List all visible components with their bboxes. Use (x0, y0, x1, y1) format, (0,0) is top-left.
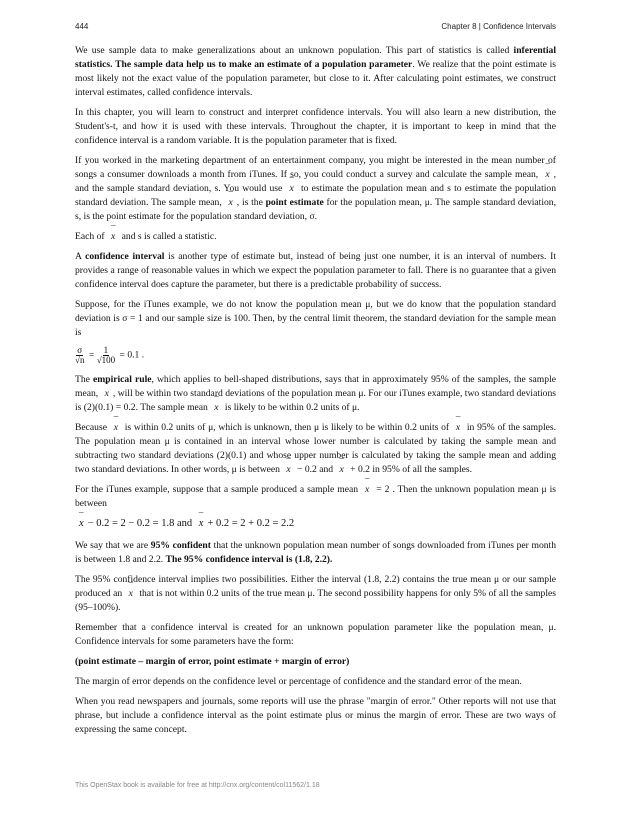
x-bar-symbol: ¯ x (340, 463, 344, 477)
x-bar-symbol: ¯ x (199, 517, 204, 531)
x-bar-symbol: ¯ x (111, 230, 115, 244)
x-bar-symbol: ¯ x (129, 587, 133, 601)
std-error-formula: $\frac{\sigma}{√n}$ = $\frac{1}{√100}$ = 0.1 . (75, 345, 145, 365)
interval-form: (point estimate – margin of error, point estimate + margin of error) (75, 656, 350, 667)
x-bar-symbol: ¯ x (229, 196, 233, 210)
x-bar-symbol: ¯ x (286, 463, 290, 477)
paragraph-sample-mean-example: For the iTunes example, suppose that a sample produced a sample mean ¯ x = 2 . Then the unknown population mean μ is between (75, 483, 556, 511)
body-text (75, 44, 556, 743)
paragraph-because: Because ¯ x is within 0.2 units of μ, which is unknown, then μ is likely to be within 0.2 units of ¯ x in 95% of the samples. The population mean μ is contained in an interval whose lower number is calculated by taking the sample mean and subtracting two standard deviations (2)(0.1) and whose upper number is calculated by taking the sample mean and adding two standard deviations. In other words, μ is between ¯ x − 0.2 and ¯ x + 0.2 in 95% of all the samples. (75, 421, 556, 477)
paragraph-two-possibilities: The 95% confidence interval implies two possibilities. Either the interval (1.8, 2.2) contains the true mean μ or our sample produced an ¯ x that is not within 0.2 units of the true mean μ. The second possibility happens for only 5% of all the samples (95–100%). (75, 573, 556, 615)
x-bar-symbol: ¯ x (456, 421, 460, 435)
paragraph-95-confident: We say that we are 95% confident that the unknown population mean number of songs downloaded from iTunes per month is between 1.8 and 2.2. The 95% confidence interval is (1.8, 2.2). (75, 540, 557, 565)
paragraph-margin-of-error: The margin of error depends on the confidence level or percentage of confidence and the standard error of the mean. (75, 676, 522, 687)
x-bar-symbol: ¯ x (214, 401, 218, 415)
paragraph-confidence-interval: A confidence interval is another type of estimate but, instead of being just one number, it is an interval of numbers. It provides a range of reasonable values in which we expect the population parameter to fall. There is no guarantee that a given confidence interval does capture the parameter, but there is a predictable probability of success. (75, 251, 556, 290)
x-bar-symbol: ¯ x (79, 517, 84, 531)
paragraph-chapter-intro: In this chapter, you will learn to construct and interpret confidence intervals. You will also learn a new distribution, the Student's-t, and how it is used with these intervals. Throughout the chapter, it is important to keep in mind that the confidence interval is a random variable. It is the population parameter that is fixed. (75, 107, 556, 146)
x-bar-symbol: ¯ x (114, 421, 118, 435)
interval-calculation: ¯ x − 0.2 = 2 − 0.2 = 1.8 and ¯ x + 0.2 = 2 + 0.2 = 2.2 (75, 517, 556, 531)
x-bar-symbol: ¯ x (105, 387, 109, 401)
paragraph-remember: Remember that a confidence interval is created for an unknown population parameter like the population mean, μ. Confidence intervals for some parameters have the form: (75, 622, 556, 647)
paragraph-suppose: Suppose, for the iTunes example, we do not know the population mean μ, but we do know that the population standard deviation is σ = 1 and our sample size is 100. Then, by the central limit theorem, the standard deviation for the sample mean is (75, 299, 556, 338)
paragraph-statistic: Each of ¯ x and s is called a statistic. (75, 230, 556, 244)
page-number: 444 (75, 22, 89, 31)
paragraph-inferential: We use sample data to make generalizations about an unknown population. This part of statistics is called inferential statistics. The sample data help us to make an estimate of a population parameter. We realize that the point estimate is most likely not the exact value of the population parameter, but close to it. After calculating point estimates, we construct interval estimates, called confidence intervals. (75, 45, 557, 98)
paragraph-empirical-rule: The empirical rule, which applies to bell-shaped distributions, says that in approximately 95% of the samples, the sample mean, ¯ x , will be within two standard deviations of the population mean μ. For our iTunes example, two standard deviations is (2)(0.1) = 0.2. The sample mean ¯ x is likely to be within 0.2 units of μ. (75, 373, 556, 415)
x-bar-symbol: ¯ x (545, 168, 549, 182)
x-bar-symbol: ¯ x (290, 182, 294, 196)
footer-note: This OpenStax book is available for free at http://cnx.org/content/col11562/1.18 (75, 782, 320, 789)
paragraph-itunes-intro: If you worked in the marketing department of an entertainment company, you might be interested in the mean number of songs a consumer downloads a month from iTunes. If so, you could conduct a survey and calculate the sample mean, ¯ x , and the sample standard deviation, s. You would use ¯ x to estimate the population mean and s to estimate the population standard deviation. The sample mean, ¯ x , is the point estimate for the population mean, μ. The sample standard deviation, s, is the point estimate for the population standard deviation, σ. (75, 154, 556, 224)
x-bar-symbol: ¯ x (365, 483, 369, 497)
chapter-header: Chapter 8 | Confidence Intervals (441, 22, 556, 31)
paragraph-newspapers: When you read newspapers and journals, some reports will use the phrase "margin of error." Other reports will not use that phrase, but include a confidence interval as the point estimate plus or minus the margin of error. These are two ways of expressing the same concept. (75, 696, 556, 735)
